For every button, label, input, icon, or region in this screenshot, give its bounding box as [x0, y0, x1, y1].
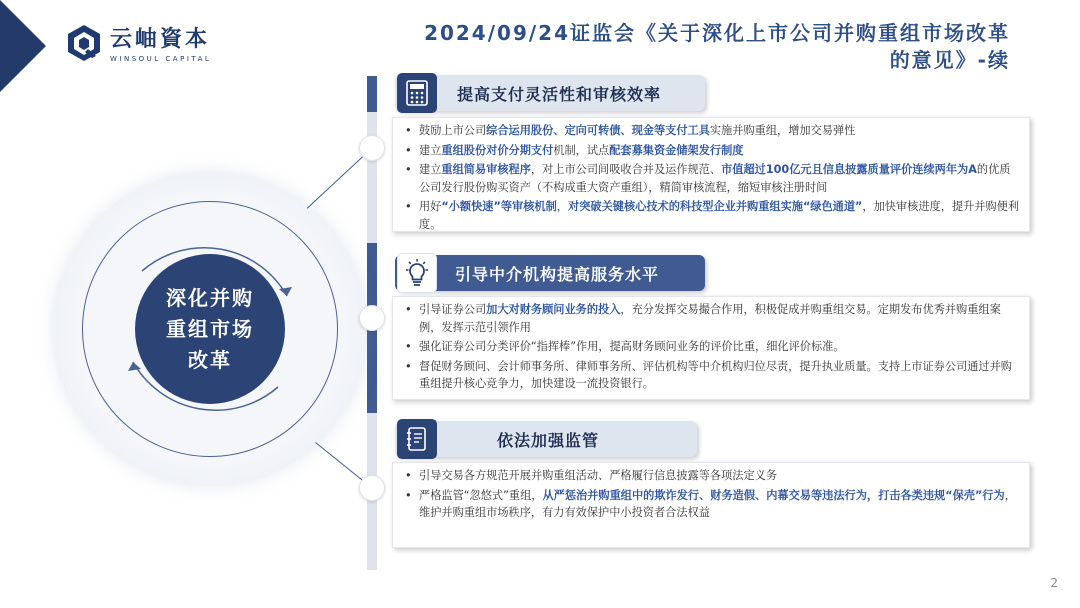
timeline-node-3 — [359, 475, 385, 501]
logo-mark-icon — [66, 23, 102, 63]
logo-chinese-name: 云岫資本 — [110, 26, 211, 52]
center-label-line1: 深化并购 — [166, 285, 254, 310]
notebook-icon — [397, 419, 437, 459]
section-1-content — [392, 117, 1030, 232]
section-1-bullet-4: • 用好“小额快速”等审核机制，对突破关键核心技术的科技型企业并购重组实施“绿色通道”，加快审核进度，提升并购便利度。 — [401, 198, 1021, 233]
section-2-header — [395, 255, 705, 291]
section-3-header — [395, 421, 697, 457]
section-2-bullet-2: • 强化证券公司分类评价“指挥棒”作用，提高财务顾问业务的评价比重，细化评价标准。 — [401, 338, 1021, 356]
section-3-bullet-2: • 严格监管“忽悠式”重组，从严惩治并购重组中的欺诈发行、财务造假、内幕交易等违法行为，打击各类违规“保壳”行为，维护并购重组市场秩序，有力有效保护中小投资者合法权益 — [401, 487, 1021, 522]
logo-english-name: WINSOUL CAPITAL — [110, 55, 212, 63]
section-3-title: 依法加强监管 — [497, 430, 600, 450]
section-3-bullet-1: • 引导交易各方规范开展并购重组活动、严格履行信息披露等各项法定义务 — [401, 467, 1021, 485]
section-1-bullet-1: • 鼓励上市公司综合运用股份、定向可转债、现金等支付工具实施并购重组，增加交易弹性 — [401, 122, 1021, 140]
section-2-title: 引导中介机构提高服务水平 — [455, 264, 660, 284]
timeline-bar-accent-1 — [367, 76, 377, 112]
section-1-title: 提高支付灵活性和审核效率 — [457, 84, 662, 104]
center-core — [135, 254, 285, 404]
section-1-bullet-2: • 建立重组股份对价分期支付机制，试点配套募集资金储架发行制度 — [401, 142, 1021, 160]
section-1-bullet-3: • 建立重组简易审核程序，对上市公司间吸收合并及运作规范、市值超过100亿元且信息披露质量评价连续两年为A的优质公司发行股份购买资产（不构成重大资产重组），精简审核流程，缩短审核注册时间 — [401, 161, 1021, 196]
calculator-icon — [397, 73, 437, 113]
section-1-header — [395, 75, 705, 111]
section-2-bullet-1: • 引导证券公司加大对财务顾问业务的投入，充分发挥交易撮合作用，积极促成并购重组交易。定期发布优秀并购重组案例，发挥示范引领作用 — [401, 301, 1021, 336]
section-3-content — [392, 462, 1030, 548]
timeline-node-1 — [359, 135, 385, 161]
corner-triangle — [0, 0, 46, 92]
page-number: 2 — [1050, 576, 1058, 590]
logo — [66, 22, 211, 63]
lightbulb-icon — [397, 253, 437, 293]
page-title-line1: 2024/09/24证监会《关于深化上市公司并购重组市场改革 — [424, 21, 1010, 45]
section-2-bullet-3: • 督促财务顾问、会计师事务所、律师事务所、评估机构等中介机构归位尽责，提升执业质量。支持上市证券公司通过并购重组提升核心竞争力，加快建设一流投资银行。 — [401, 358, 1021, 393]
center-label-line3: 改革 — [188, 347, 232, 372]
center-label-line2: 重组市场 — [166, 316, 254, 341]
page-title-line2: 的意见》-续 — [889, 48, 1010, 72]
section-2-content — [392, 296, 1030, 400]
timeline-node-2 — [359, 305, 385, 331]
page-title — [424, 20, 1010, 74]
